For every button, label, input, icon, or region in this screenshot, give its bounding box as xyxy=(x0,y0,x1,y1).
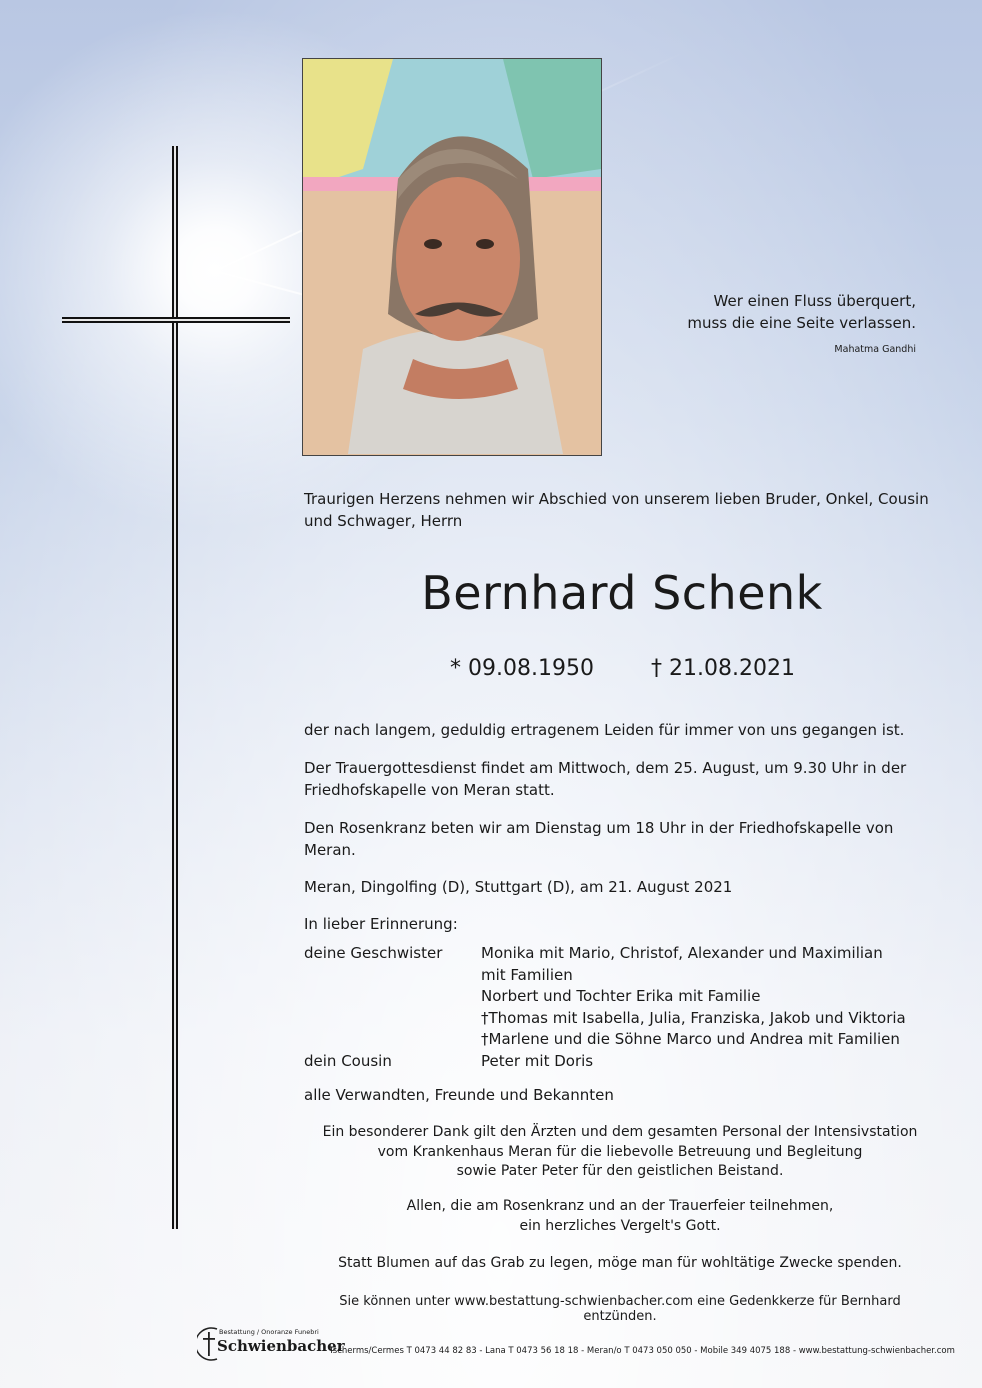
siblings-list xyxy=(481,943,951,1051)
list-item: Norbert und Tochter Erika mit Familie xyxy=(481,987,761,1005)
rosary-text: Den Rosenkranz beten wir am Dienstag um 18 Uhr in der Friedhofskapelle von Meran. xyxy=(304,819,894,859)
quote-author: Mahatma Gandhi xyxy=(834,344,916,355)
thanks-text: Ein besonderer Dank gilt den Ärzten und dem gesamten Personal der Intensivstation vom Krankenhaus Meran für die liebevolle Betreuung und Begleitung sowie Pater Peter für den geistlichen Beistand. xyxy=(322,1124,918,1179)
cross-horizontal-beam xyxy=(62,317,290,324)
quote xyxy=(640,290,916,334)
birth-date: * 09.08.1950 xyxy=(450,656,594,681)
list-item: †Marlene und die Söhne Marco und Andrea mit Familien xyxy=(481,1030,900,1048)
funeral-service-text: Der Trauergottesdienst findet am Mittwoch, dem 25. August, um 9.30 Uhr in der Friedhofskapelle von Meran statt. xyxy=(304,759,907,799)
intro-text: Traurigen Herzens nehmen wir Abschied von unserem lieben Bruder, Onkel, Cousin und Schwager, Herrn xyxy=(304,490,929,530)
list-item: Monika mit Mario, Christof, Alexander und Maximilian xyxy=(481,944,883,962)
flowers-text: Statt Blumen auf das Grab zu legen, möge man für wohltätige Zwecke spenden. xyxy=(338,1255,902,1271)
list-item: mit Familien xyxy=(481,965,573,984)
remembrance-heading: In lieber Erinnerung: xyxy=(304,915,458,933)
logo-name: Schwienbacher xyxy=(217,1337,345,1355)
portrait-photo xyxy=(302,58,602,456)
quote-line-1: Wer einen Fluss überquert, xyxy=(713,292,916,310)
siblings-label: deine Geschwister xyxy=(304,944,443,962)
cousin-label: dein Cousin xyxy=(304,1052,392,1070)
cousin-names: Peter mit Doris xyxy=(481,1052,594,1070)
invitation-text: Allen, die am Rosenkranz und an der Trauerfeier teilnehmen, ein herzliches Vergelt's Gott. xyxy=(406,1198,834,1234)
passing-text: der nach langem, geduldig ertragenem Leiden für immer von uns gegangen ist. xyxy=(304,721,905,739)
quote-line-2: muss die eine Seite verlassen. xyxy=(687,314,916,332)
place-date-text: Meran, Dingolfing (D), Stuttgart (D), am 21. August 2021 xyxy=(304,878,733,896)
death-date: † 21.08.2021 xyxy=(651,656,795,681)
cross-vertical-beam xyxy=(172,146,179,1229)
deceased-name: Bernhard Schenk xyxy=(421,566,823,620)
candle-text: Sie können unter www.bestattung-schwienbacher.com eine Gedenkkerze für Bernhard entzünden. xyxy=(339,1294,901,1324)
logo-subtitle: Bestattung / Onoranze Funebri xyxy=(219,1328,319,1336)
list-item: †Thomas mit Isabella, Julia, Franziska, Jakob und Viktoria xyxy=(481,1008,906,1027)
others-text: alle Verwandten, Freunde und Bekannten xyxy=(304,1086,614,1104)
funeral-home-logo xyxy=(197,1327,345,1361)
contact-info: Tscherms/Cermes T 0473 44 82 83 - Lana T 0473 56 18 18 - Meran/o T 0473 050 050 - Mobile 349 4075 188 - www.bestattung-schwienbacher.com xyxy=(329,1346,955,1356)
